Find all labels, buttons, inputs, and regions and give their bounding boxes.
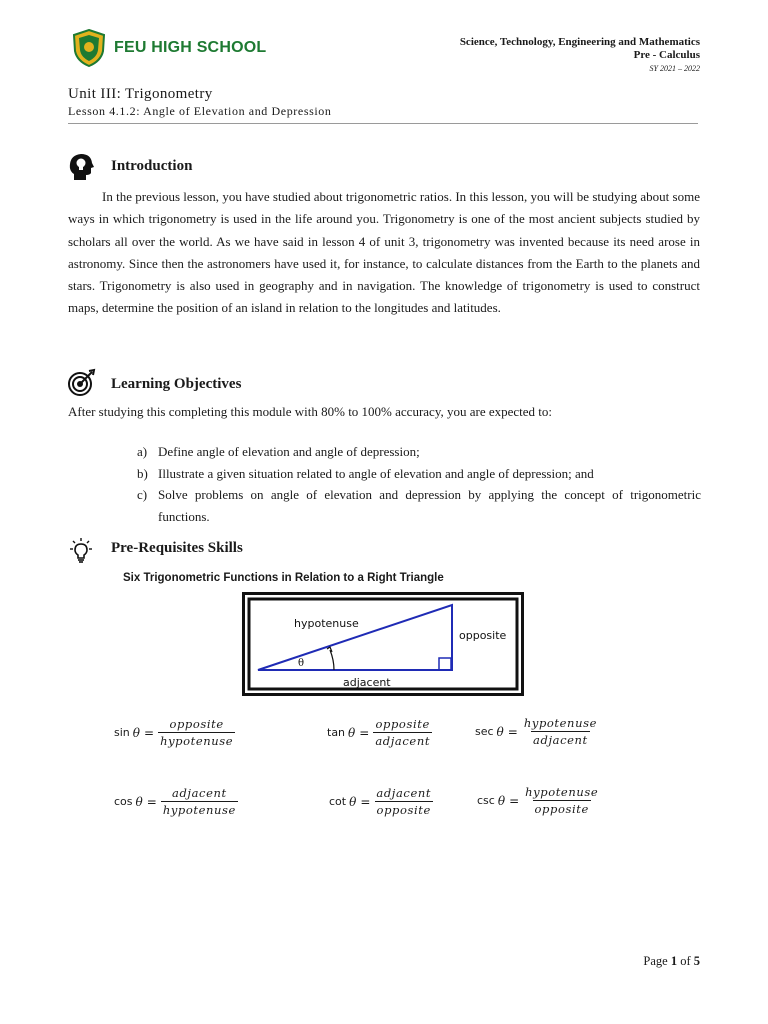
- list-item: [137, 441, 701, 463]
- equals-sign: =: [144, 725, 155, 740]
- introduction-heading: Introduction: [111, 158, 193, 174]
- theta-symbol: θ: [496, 724, 504, 739]
- fraction: [523, 785, 600, 816]
- header-info: [460, 36, 700, 75]
- lesson-title: Lesson 4.1.2: Angle of Elevation and Depression: [68, 104, 332, 118]
- fraction: [158, 717, 235, 748]
- function-name: cos: [114, 795, 133, 808]
- sec-formula: [475, 716, 599, 747]
- function-name: tan: [327, 726, 346, 739]
- lightbulb-icon: [66, 536, 96, 566]
- fraction: [161, 786, 238, 817]
- numerator: opposite: [169, 717, 224, 731]
- objectives-intro: After studying this completing this module with 80% to 100% accuracy, you are expected to:: [68, 404, 553, 419]
- theta-symbol: θ: [497, 793, 506, 808]
- denominator: hypotenuse: [162, 803, 236, 817]
- header-divider: [68, 123, 698, 124]
- current-page: 1: [670, 954, 678, 968]
- csc-formula: [477, 785, 600, 816]
- opposite-label: opposite: [459, 629, 507, 642]
- list-item-text: Define angle of elevation and angle of depression;: [158, 444, 420, 459]
- total-pages: 5: [693, 954, 700, 968]
- cot-formula: [329, 786, 433, 817]
- school-year: SY 2021 – 2022: [649, 64, 700, 73]
- function-name: sec: [475, 725, 494, 738]
- equals-sign: =: [359, 725, 370, 740]
- list-marker: a): [137, 444, 148, 459]
- theta-symbol: θ: [135, 794, 143, 809]
- denominator: opposite: [376, 803, 431, 817]
- theta-symbol: θ: [349, 794, 357, 809]
- list-item-text: Solve problems on angle of elevation and depression by applying the concept of trigonometric functions.: [158, 487, 701, 524]
- function-name: sin: [114, 726, 130, 739]
- unit-title: Unit III: Trigonometry: [68, 86, 213, 102]
- objectives-list: [137, 441, 701, 527]
- head-idea-icon: [66, 152, 96, 182]
- equals-sign: =: [509, 793, 520, 808]
- numerator: opposite: [375, 717, 430, 731]
- theta-symbol: θ: [132, 725, 140, 740]
- function-name: csc: [477, 794, 495, 807]
- numerator: hypotenuse: [523, 716, 597, 730]
- equals-sign: =: [507, 724, 518, 739]
- school-seal-icon: [72, 29, 106, 67]
- tan-formula: [327, 717, 432, 748]
- prerequisites-subheading: Six Trigonometric Functions in Relation to a Right Triangle: [123, 572, 444, 584]
- page-number: [643, 954, 700, 969]
- fraction: [374, 786, 433, 817]
- objectives-heading: Learning Objectives: [111, 376, 242, 392]
- fraction: [373, 717, 432, 748]
- page-label: Page: [643, 954, 668, 968]
- numerator: adjacent: [172, 786, 227, 800]
- denominator: adjacent: [375, 734, 431, 748]
- function-name: cot: [329, 795, 347, 808]
- denominator: adjacent: [533, 733, 588, 747]
- cos-formula: [114, 786, 238, 817]
- denominator: opposite: [534, 802, 589, 816]
- fraction: [522, 716, 599, 747]
- introduction-paragraph: In the previous lesson, you have studied about trigonometric ratios. In this lesson, you will be studying about some ways in which trigonometry is used in the life around you. Trigonometry is one of the most ancient subjects studied by scholars all over the world. As we have said in lesson 4 of unit 3, trigonometry was invented because its need arose in astronomy. Since then the astronomers have used it, for instance, to calculate distances from the Earth to the planets and stars. Trigonometry is also used in geography and in navigation. The knowledge of trigonometry is used to construct maps, determine the position of an island in relation to the longitudes and latitudes.: [68, 189, 700, 316]
- hypotenuse-label: hypotenuse: [294, 617, 359, 630]
- school-logo: [72, 28, 272, 68]
- numerator: adjacent: [376, 786, 432, 800]
- denominator: hypotenuse: [160, 734, 234, 748]
- list-item: [137, 484, 701, 527]
- list-item: [137, 463, 701, 485]
- list-marker: b): [137, 465, 148, 481]
- target-icon: [66, 368, 96, 398]
- list-marker: c): [137, 487, 148, 502]
- equals-sign: =: [360, 794, 371, 809]
- equals-sign: =: [146, 794, 157, 809]
- logo-text: FEU HIGH SCHOOL: [114, 39, 267, 56]
- right-triangle-figure: [242, 592, 524, 696]
- program-name: Science, Technology, Engineering and Mathematics: [459, 36, 700, 48]
- theta-symbol: θ: [348, 725, 356, 740]
- of-label: of: [680, 954, 691, 968]
- adjacent-label: adjacent: [343, 676, 391, 689]
- theta-label: θ: [298, 658, 305, 669]
- list-item-text: Illustrate a given situation related to angle of elevation and angle of depression; and: [158, 465, 594, 481]
- subject-name: Pre - Calculus: [633, 49, 700, 61]
- numerator: hypotenuse: [525, 785, 599, 799]
- prerequisites-heading: Pre-Requisites Skills: [111, 540, 243, 556]
- sin-formula: [114, 717, 235, 748]
